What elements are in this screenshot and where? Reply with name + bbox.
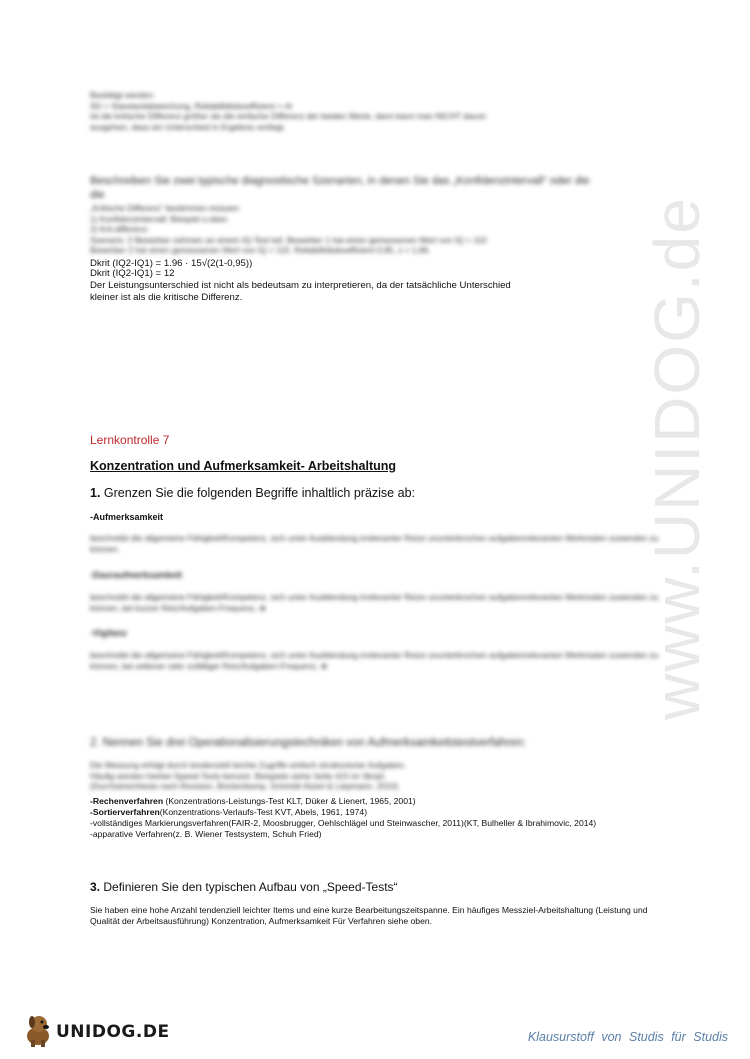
logo-text: UNIDOG.DE — [56, 1022, 170, 1042]
item-label: -Sortierverfahren — [90, 807, 160, 817]
blurred-line: (Durchstreichtests nach Revision, Brickenkamp, Schmidt-Atzert & Liepmann, 2010) — [90, 781, 399, 791]
blurred-line: 2) Krit.differenz: — [90, 224, 149, 234]
blurred-line: „Kritische Differenz“ bestimmen müssen: — [90, 203, 241, 213]
unidog-logo[interactable] — [22, 1010, 170, 1050]
list-item — [90, 807, 670, 818]
conclusion-line: Der Leistungsunterschied ist nicht als bedeutsam zu interpretieren, da der tatsächliche Unterschied — [90, 280, 511, 291]
term-aufmerksamkeit: -Aufmerksamkeit — [90, 512, 164, 522]
list-item — [90, 818, 670, 829]
blurred-question-2: 2. Nennen Sie drei Operationalisierungstechniken von Aufmerksamkeitstestverfahren: — [90, 737, 526, 749]
section-title: Konzentration und Aufmerksamkeit- Arbeitshaltung — [90, 459, 397, 473]
lernkontrolle-heading: Lernkontrolle 7 — [90, 433, 170, 447]
blurred-line: SD = Standardabweichung, Reliabilitätskoeffizient = rtt — [90, 100, 292, 111]
blurred-line: Bewerber 2 hat einen gemessenen Wert von IQ = 115. Reliabilitätskoeffizient 0,95, z = 1,96. — [90, 245, 431, 255]
blurred-intro — [90, 90, 650, 132]
item-label: -Rechenverfahren — [90, 796, 164, 806]
blurred-line: Szenario: 2 Bewerber nehmen an einem IQ-Test teil. Bewerber 1 hat einen gemessenen Wert von IQ = 110 — [90, 234, 487, 245]
term-definition: beschreibt die allgemeine Fähigkeit/Kompetenz, sich unter Ausblendung irrelevanter Reize ununterbrochen aufgabenrelevanten Merkmalen zuwenden zu können. — [90, 533, 659, 554]
item-text: -apparative Verfahren(z. B. Wiener Testsystem, Schuh Fried) — [90, 829, 322, 839]
blurred-line: ausgehen, dass ein Unterschied in Ergebnis vorliegt. — [90, 121, 286, 132]
item-text: -vollständiges Markierungsverfahren(FAIR-2, Moosbrugger, Oehlschlägel und Steinwascher, 2011)(KT, Bulheller & Ibrahimovic, 2014) — [90, 818, 597, 828]
list-item — [90, 796, 670, 807]
blurred-question-line: die — [90, 189, 105, 201]
blurred-question — [90, 174, 650, 202]
question-3 — [90, 880, 398, 894]
footer-slogan: Klausurstoff von Studis für Studis — [527, 1030, 728, 1044]
term-definition: beschreibt die allgemeine Fähigkeit/Kompetenz, sich unter Ausblendung irrelevanter Reize ununterbrochen aufgabenrelevanten Merkmalen zuwenden zu können, bei seltener oder zufälliger Reiz/Aufgaben-Frequenz, ⊕ — [90, 650, 659, 671]
speed-test-answer: Sie haben eine hohe Anzahl tendenziell leichter Items und eine kurze Bearbeitungszeitspanne. Ein häufiges Messziel-Arbeitshaltung (Leistung und Qualität der Arbeitsausführung) Konzentration, Aufmerksamkeit Für Verfahren siehe oben. — [90, 905, 648, 926]
formula-block — [90, 258, 650, 304]
blurred-scenario — [90, 203, 650, 256]
list-item — [90, 829, 670, 840]
blurred-line: Häufig werden hierbei Speed-Tests benutzt. Beispiele siehe Seite 415 im Skript. — [90, 770, 387, 781]
blurred-answer-2 — [90, 760, 650, 792]
term-vigilanz: -Vigilanz — [90, 628, 127, 638]
blurred-line: Die Messung erfolgt durch tendenziell leichte Zugriffe einfach strukturierter Aufgaben. — [90, 760, 406, 770]
question-number: 1. — [90, 486, 101, 500]
term-definition: beschreibt die allgemeine Fähigkeit/Kompetenz, sich unter Ausblendung irrelevanter Reize ununterbrochen aufgabenrelevanten Merkmalen zuwenden zu können, bei kurzer Reiz/Aufgaben-Frequenz, ⊕ — [90, 592, 659, 613]
blurred-line: Bestätigt werden: — [90, 90, 155, 100]
blurred-question-line: Beschreiben Sie zwei typische diagnostische Szenarien, in denen Sie das „Konfidenzintervall“ oder die — [90, 175, 590, 187]
question-number: 3. — [90, 880, 101, 894]
question-text: Definieren Sie den typischen Aufbau von „Speed-Tests“ — [100, 880, 398, 894]
conclusion-line: kleiner ist als die kritische Differenz. — [90, 292, 243, 303]
blurred-line: Ist die kritische Differenz größer als die einfache Differenz der beiden Werte, dann kann man NICHT davon — [90, 111, 486, 121]
item-text: (Konzentrations-Verlaufs-Test KVT, Abels, 1961, 1974) — [159, 807, 368, 817]
watermark-text: www.UNIDOG.de — [641, 196, 713, 720]
blurred-line: 1) Konfidenzintervall: Beispiel s.oben — [90, 213, 228, 224]
dog-icon — [22, 1010, 58, 1050]
question-text: Grenzen Sie die folgenden Begriffe inhaltlich präzise ab: — [100, 486, 415, 500]
item-text: (Konzentrations-Leistungs-Test KLT, Düker & Lienert, 1965, 2001) — [163, 796, 416, 806]
dkrit-line: Dkrit (IQ2-IQ1) = 12 — [90, 268, 175, 279]
question-1 — [90, 486, 415, 500]
formula-line: Dkrit (IQ2-IQ1) = 1.96 · 15√(2(1-0,95)) — [90, 258, 253, 268]
term-dauraufmerksamkeit: -Dauraufmerksamkeit — [90, 570, 183, 580]
method-list — [90, 796, 670, 840]
